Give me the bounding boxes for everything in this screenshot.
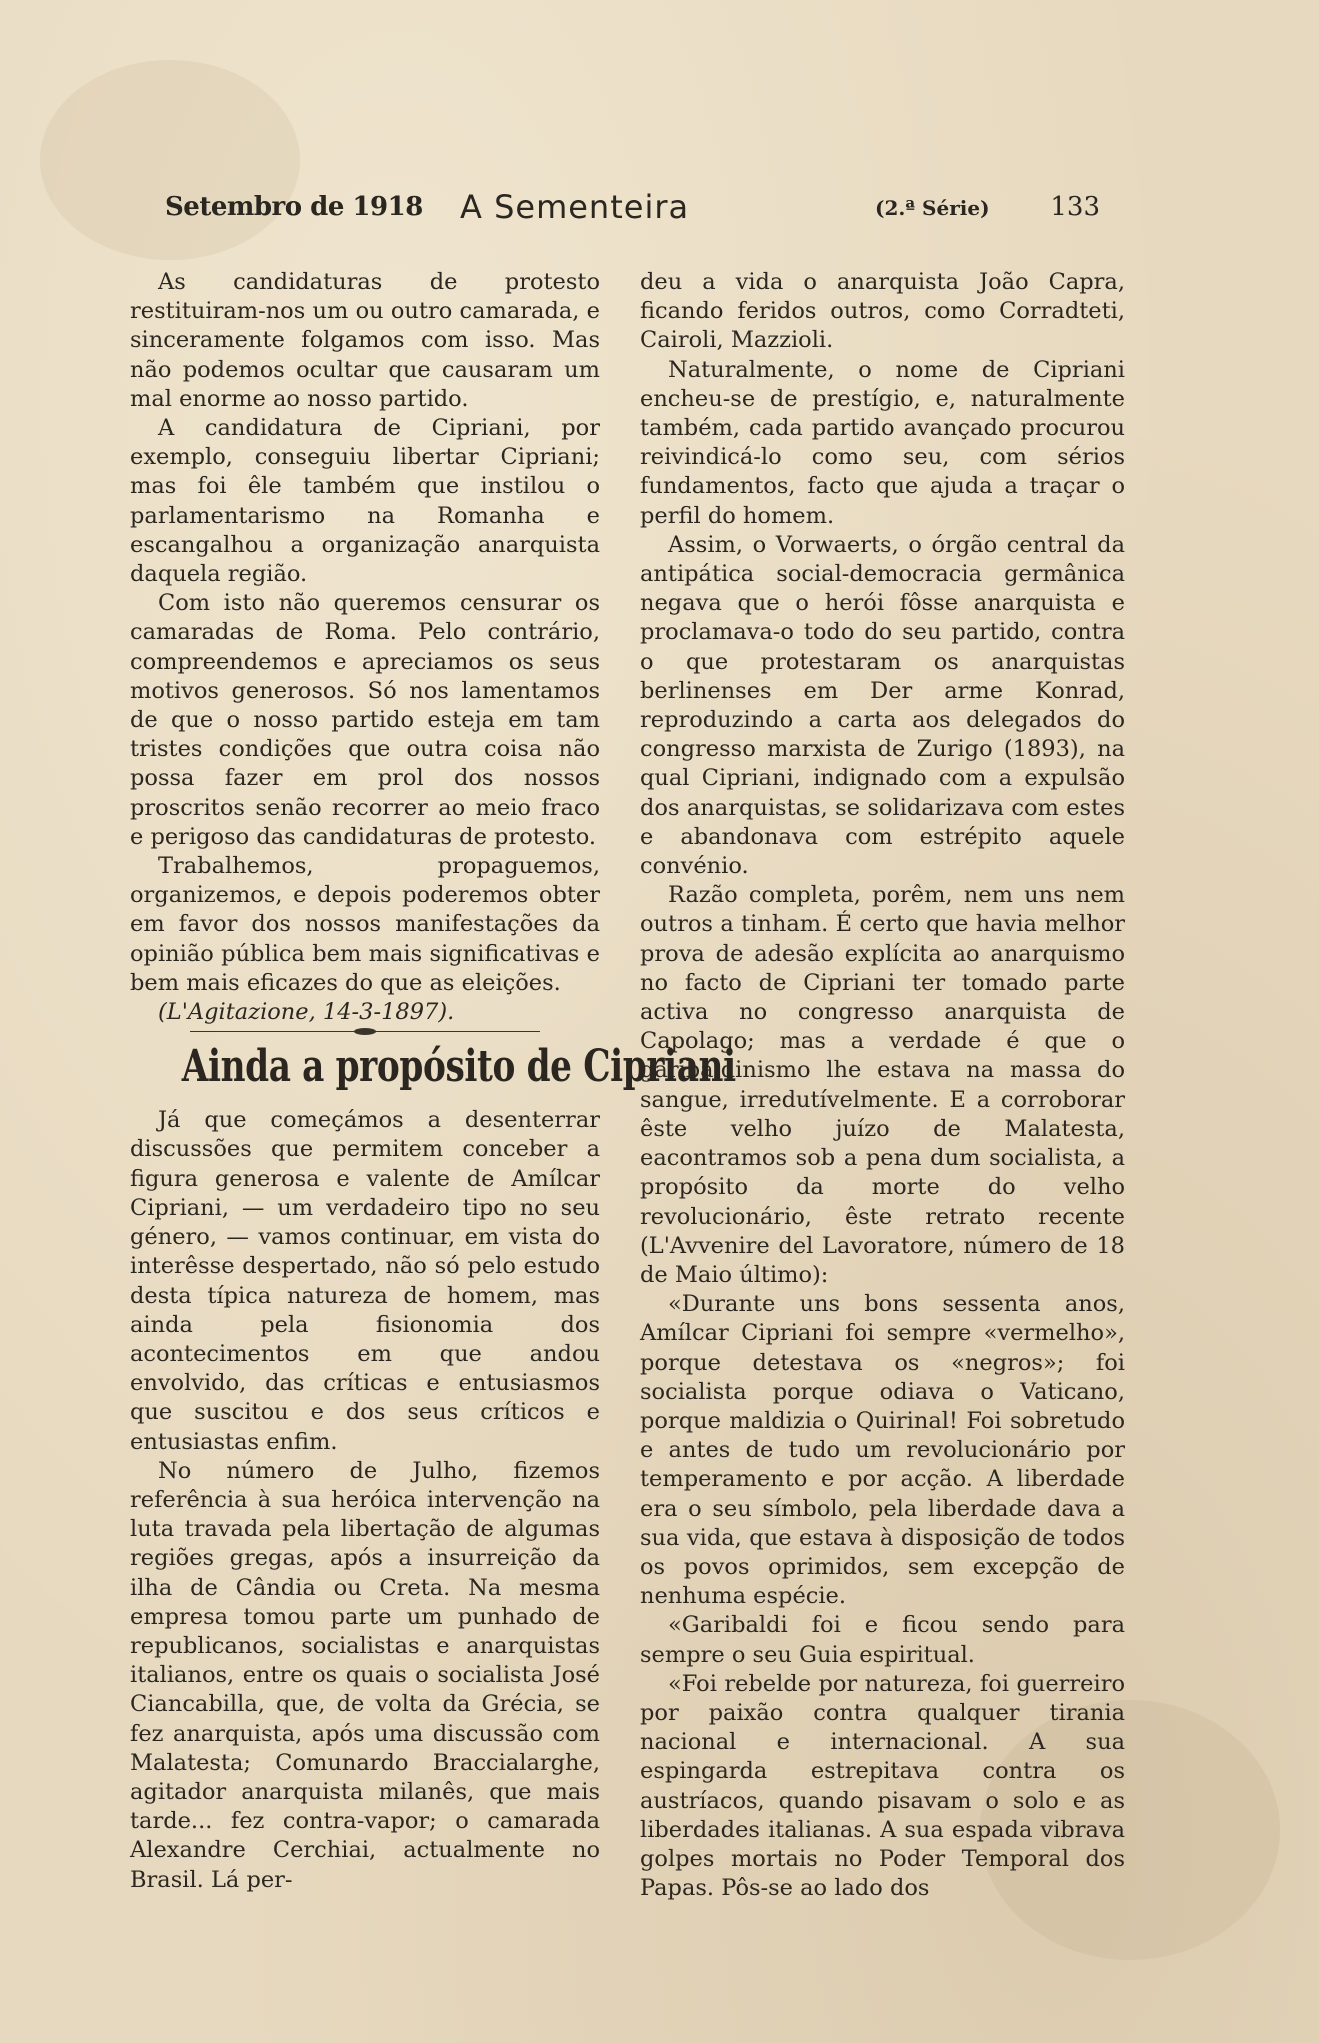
- paragraph: As candidaturas de protesto restituiram-nos um ou outro camarada, e sinceramente folgamos com isso. Mas não podemos ocultar que causaram um mal enorme ao nosso partido.: [130, 269, 600, 412]
- citation: (L'Agitazione, 14-3-1897).: [158, 999, 455, 1026]
- paragraph: Razão completa, porêm, nem uns nem outros a tinham. É certo que havia melhor prova de adesão explícita ao anarquismo no facto de Cipriani ter tomado parte activa no congresso anarquista de Capolago; mas a verdade é que o garibaldinismo lhe estava na massa do sangue, irredutívelmente. E a corroborar êste velho juízo de Malatesta, eacontramos sob a pena dum socialista, a propósito da morte do velho revolucionário, êste retrato recente (L'Avvenire del Lavoratore, número de 18 de Maio último):: [640, 882, 1125, 1288]
- paragraph: «Foi rebelde por natureza, foi guerreiro por paixão contra qualquer tirania nacional e internacional. A sua espingarda estrepitava contra os austríacos, quando pisavam o solo e as liberdades italianas. A sua espada vibrava golpes mortais no Poder Temporal dos Papas. Pôs-se ao lado dos: [640, 1670, 1125, 1902]
- paragraph: Já que começámos a desenterrar discussões que permitem conceber a figura generosa e valente de Amílcar Cipriani, — um verdadeiro tipo no seu género, — vamos continuar, em vista do interêsse despertado, não só pelo estudo desta típica natureza de homem, mas ainda pela fisionomia dos acontecimentos em que andou envolvido, das críticas e entusiasmos que suscitou e dos seus críticos e entusiastas enfim.: [130, 1107, 600, 1455]
- section-divider: [190, 1031, 540, 1032]
- paragraph: «Garibaldi foi e ficou sendo para sempre o seu Guia espiritual.: [640, 1612, 1125, 1668]
- left-column: [130, 268, 736, 1895]
- paragraph: Naturalmente, o nome de Cipriani encheu-se de prestígio, e, naturalmente também, cada partido avançado procurou reivindicá-lo como seu, com sérios fundamentos, facto que ajuda a traçar o perfil do homem.: [640, 356, 1125, 529]
- paragraph: deu a vida o anarquista João Capra, ficando feridos outros, como Corradteti, Cairoli, Mazzioli.: [640, 269, 1125, 354]
- section-title: Ainda a propósito de Cipriani: [181, 1041, 736, 1093]
- paragraph: «Durante uns bons sessenta anos, Amílcar Cipriani foi sempre «vermelho», porque detestava os «negros»; foi socialista porque odiava o Vaticano, porque maldizia o Quirinal! Foi sobretudo e antes de tudo um revolucionário por temperamento e por acção. A liberdade era o seu símbolo, pela liberdade dava a sua vida, que estava à disposição de todos os povos oprimidos, sem excepção de nenhuma espécie.: [640, 1291, 1125, 1610]
- paragraph: Com isto não queremos censurar os camaradas de Roma. Pelo contrário, compreendemos e apreciamos os seus motivos generosos. Só nos lamentamos de que o nosso partido esteja em tam tristes condições que outra coisa não possa fazer em prol dos nossos proscritos senão recorrer ao meio fraco e perigoso das candidaturas de protesto.: [130, 590, 600, 850]
- page-header: [165, 188, 1100, 228]
- page-number: 133: [1050, 192, 1100, 222]
- paragraph: No número de Julho, fizemos referência à sua heróica intervenção na luta travada pela libertação de algumas regiões gregas, após a insurreição da ilha de Cândia ou Creta. Na mesma empresa tomou parte um punhado de republicanos, socialistas e anarquistas italianos, entre os quais o socialista José Ciancabilla, que, de volta da Grécia, se fez anarquista, após uma discussão com Malatesta; Comunardo Braccialarghe, agitador anarquista milanês, que mais tarde... fez contra-vapor; o camarada Alexandre Cerchiai, actualmente no Brasil. Lá per-: [130, 1457, 600, 1893]
- right-column: [640, 268, 1125, 1903]
- publication-title: A Sementeira: [460, 188, 690, 226]
- paragraph: A candidatura de Cipriani, por exemplo, conseguiu libertar Cipriani; mas foi êle também que instilou o parlamentarismo na Romanha e escangalhou a organização anarquista daquela região.: [130, 415, 600, 588]
- paragraph: Assim, o Vorwaerts, o órgão central da antipática social-democracia germânica negava que o herói fôsse anarquista e proclamava-o todo do seu partido, contra o que protestaram os anarquistas berlinenses em Der arme Konrad, reproduzindo a carta aos delegados do congresso marxista de Zurigo (1893), na qual Cipriani, indignado com a expulsão dos anarquistas, se solidarizava com estes e abandonava com estrépito aquele convénio.: [640, 531, 1125, 880]
- series-label: (2.ª Série): [875, 196, 990, 220]
- paper-stain: [40, 60, 300, 260]
- paragraph: Trabalhemos, propaguemos, organizemos, e depois poderemos obter em favor dos nossos manifestações da opinião pública bem mais significativas e bem mais eficazes do que as eleições.: [130, 853, 600, 996]
- issue-date: Setembro de 1918: [165, 192, 423, 222]
